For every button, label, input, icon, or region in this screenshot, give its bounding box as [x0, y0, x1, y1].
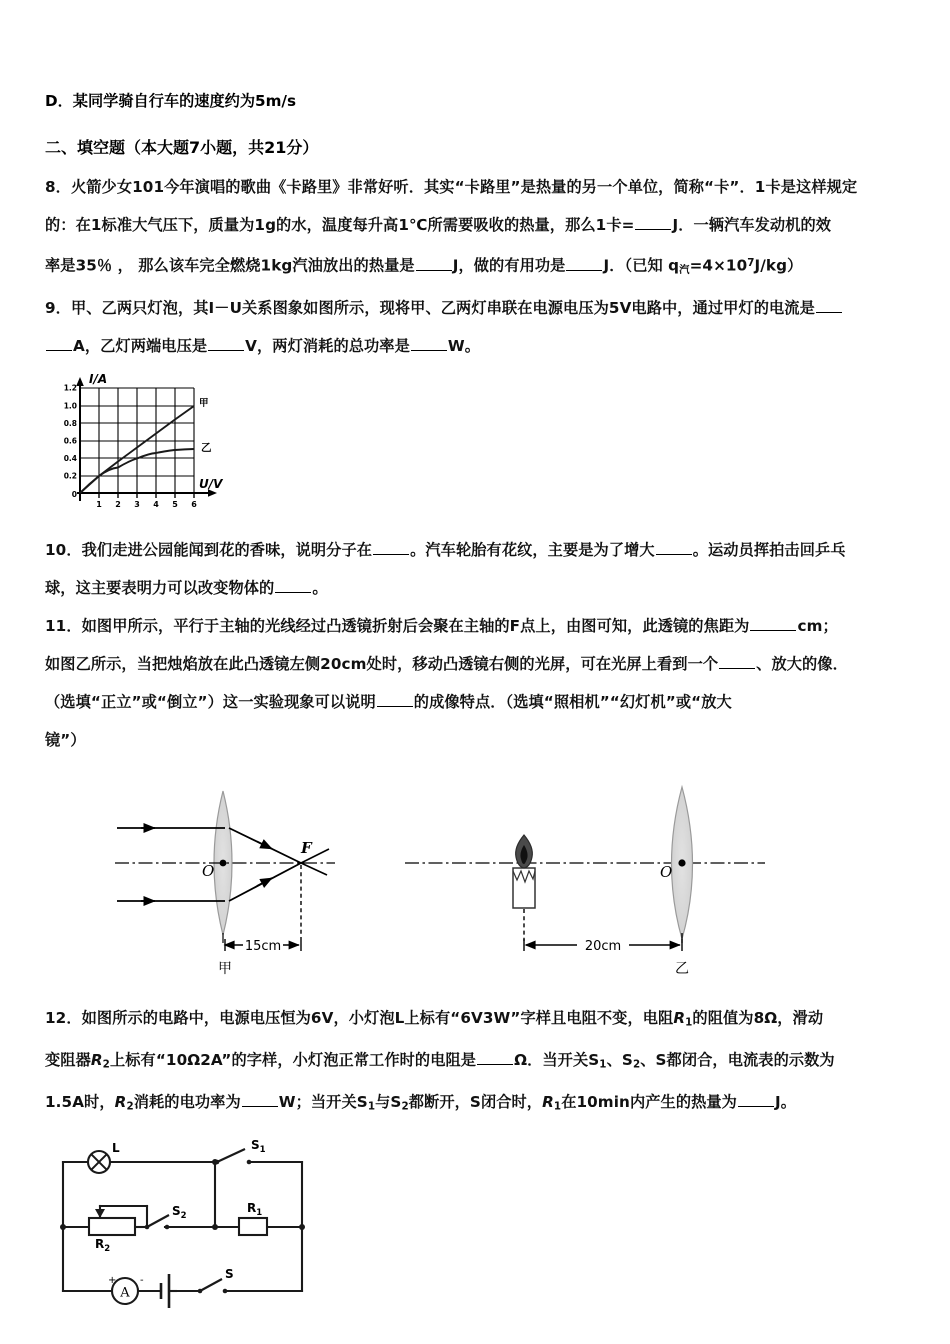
switch-s1-symbol [215, 1149, 252, 1164]
q12-l1-text-b: 的阻值为8Ω，滑动 [692, 1008, 824, 1027]
q8-l2-text-a: 的：在1标准大气压下，质量为1g的水，温度每升高1℃所需要吸收的热量，那么1卡= [45, 216, 635, 234]
circuit-diagram-svg [55, 1136, 345, 1311]
q12-l3-s1-symbol: S [356, 1093, 368, 1112]
q12-l3-text-c: W；当开关 [278, 1093, 357, 1112]
q12-l2-text-c: Ω．当开关 [514, 1051, 589, 1070]
q11-l1-text-a: 11．如图甲所示，平行于主轴的光线经过凸透镜折射后会聚在主轴的F点上，由图可知，此透镜的焦距为 [45, 616, 750, 635]
q9-l2-text-b: V，两灯消耗的总功率是 [245, 336, 410, 355]
q11-l2-text-a: 如图乙所示，当把烛焰放在此凸透镜左侧20cm处时，移动凸透镜右侧的光屏，可在光屏上看到一个 [45, 654, 719, 673]
question-8 [45, 168, 920, 289]
option-d-text: D．某同学骑自行车的速度约为5m/s [45, 92, 297, 110]
q9-blank-2[interactable] [208, 335, 244, 351]
focal-point-label: F [301, 838, 312, 857]
rheostat-r2-symbol [89, 1218, 135, 1235]
circuit-diagram [55, 1136, 345, 1311]
q12-l1-text-a: 12．如图所示的电路中，电源电压恒为6V，小灯泡L上标有“6V3W”字样且电阻不变，电阻 [45, 1008, 674, 1027]
q12-l2-text-e: 、S都闭合，电流表的示数为 [640, 1051, 835, 1070]
q12-r2-symbol: R [90, 1051, 103, 1070]
q12-s2-subscript: 2 [632, 1058, 641, 1071]
q8-blank-1[interactable] [635, 214, 671, 230]
q8-l3-text-b: J，做的有用功是 [452, 256, 566, 275]
q10-l1-text-c: 。运动员挥拍击回乒乓 [692, 540, 846, 559]
question-8-line-1 [45, 168, 920, 206]
x-axis-label: U/V [199, 476, 223, 491]
q8-l3-text-d: =4×10 [689, 256, 748, 275]
q9-l2-text-a: A，乙灯两端电压是 [73, 336, 208, 355]
q12-l2-text-b: 上标有“10Ω2A”的字样，小灯泡正常工作时的电阻是 [109, 1051, 477, 1070]
q8-l3-text-c: J．（已知 q [603, 256, 680, 275]
q9-blank-1a[interactable] [816, 297, 842, 313]
question-11-line-2 [45, 645, 920, 683]
x-tick-1: 1 [96, 499, 102, 509]
question-10-line-1 [45, 531, 920, 569]
y-tick-labels [64, 383, 77, 499]
page-content [45, 86, 920, 1311]
q8-l3-text-e: J/kg） [754, 256, 803, 275]
iu-characteristic-graph [59, 371, 274, 521]
series-yi-label: 乙 [201, 441, 212, 454]
q12-l2-text-d: 、 [606, 1051, 622, 1070]
q12-s1-symbol: S [588, 1051, 600, 1070]
q12-r2-subscript: 2 [102, 1058, 110, 1071]
optics-figure-jia [115, 791, 335, 977]
q8-l2-text-b: J．一辆汽车发动机的效 [672, 216, 832, 234]
q12-l3-r1-symbol: R [542, 1093, 554, 1112]
q10-l2-text-b: 。 [312, 578, 328, 597]
q10-blank-2[interactable] [656, 539, 692, 555]
x-tick-labels [96, 500, 197, 509]
q11-l1-text-b: cm； [797, 616, 838, 635]
lamp-symbol [88, 1151, 110, 1173]
optical-center-dot-yi [678, 859, 685, 866]
question-11-line-3 [45, 683, 920, 721]
y-tick-0.6: 0.6 [63, 436, 77, 446]
q9-l2-text-c: W。 [447, 336, 481, 355]
question-10-line-2 [45, 569, 920, 607]
option-d [45, 86, 920, 116]
q11-l4-text: 镜”） [45, 730, 86, 749]
question-11-line-1 [45, 607, 920, 645]
x-tick-3: 3 [134, 499, 140, 509]
q8-l1-text: 8．火箭少女101今年演唱的歌曲《卡路里》非常好听．其实“卡路里”是热量的另一个单位，简称“卡”．1卡是这样规定 [45, 178, 858, 196]
q12-l3-r2-symbol: R [114, 1093, 127, 1112]
y-tick-0.2: 0.2 [63, 471, 77, 481]
x-tick-6: 6 [191, 499, 197, 509]
switch-s1-label: $S_1$ [251, 1137, 266, 1155]
section-two-heading [45, 128, 920, 168]
optical-center-label-yi: O [660, 862, 673, 881]
q12-l3-text-e: 都断开，S闭合时， [408, 1093, 543, 1112]
y-tick-1.2: 1.2 [63, 383, 77, 393]
question-12-line-2 [45, 1041, 920, 1083]
q8-q-subscript: 汽 [679, 263, 690, 276]
q12-s1-subscript: 1 [599, 1058, 607, 1071]
rheostat-r2-label: $R_2$ [95, 1236, 111, 1254]
q9-l1-text: 9．甲、乙两只灯泡，其I－U关系图象如图所示，现将甲、乙两灯串联在电源电压为5V电路中，通过甲灯的电流是 [45, 298, 815, 317]
ammeter-plus-terminal: + [108, 1274, 117, 1286]
q10-l1-text-b: 。汽车轮胎有花纹，主要是为了增大 [410, 540, 655, 559]
q12-blank-2[interactable] [242, 1091, 278, 1107]
q12-blank-3[interactable] [738, 1091, 774, 1107]
y-axis-label: I/A [89, 371, 108, 386]
question-11-line-4 [45, 721, 920, 759]
lamp-label: L [112, 1140, 120, 1155]
figure-caption-jia: 甲 [218, 960, 232, 977]
q11-l3-text-a: （选填“正立”或“倒立”）这一实验现象可以说明 [45, 692, 376, 711]
q12-l3-s2-subscript: 2 [401, 1100, 409, 1113]
question-12-line-1 [45, 999, 920, 1041]
x-tick-4: 4 [153, 499, 159, 509]
ammeter-label: A [120, 1285, 130, 1301]
question-9-line-1 [45, 289, 920, 327]
x-tick-5: 5 [172, 499, 178, 509]
question-8-line-2 [45, 206, 920, 244]
q12-l3-text-g: J。 [774, 1093, 797, 1112]
q11-blank-3[interactable] [377, 691, 413, 707]
resistor-r1-label: $R_1$ [247, 1200, 263, 1218]
q12-l3-r2-subscript: 2 [126, 1100, 134, 1113]
y-tick-1.0: 1.0 [63, 401, 77, 411]
q10-l1-text-a: 10．我们走进公园能闻到花的香味，说明分子在 [45, 540, 373, 559]
q12-l3-s2-symbol: S [390, 1093, 402, 1112]
optical-center-dot-jia [220, 860, 227, 867]
switch-s2-label: $S_2$ [172, 1203, 187, 1221]
q11-l2-text-b: 、放大的像． [756, 654, 848, 673]
question-8-line-3 [45, 244, 920, 289]
figure-caption-yi: 乙 [675, 960, 689, 977]
q8-exponent: 7 [747, 257, 755, 269]
y-tick-0.4: 0.4 [63, 453, 77, 463]
y-axis-arrow [76, 377, 84, 386]
q10-blank-3[interactable] [275, 577, 311, 593]
y-tick-0: 0 [71, 489, 77, 499]
ammeter-minus-terminal: - [140, 1274, 144, 1286]
distance-label-yi: 20cm [584, 938, 622, 954]
question-10 [45, 531, 920, 607]
q12-r1-subscript: 1 [685, 1016, 693, 1029]
refracted-ray-upper-arrow [257, 841, 272, 848]
q12-l3-text-a: 1.5A时， [45, 1093, 115, 1112]
q9-blank-3[interactable] [411, 335, 447, 351]
q8-l3-text-a: 率是35％ ， 那么该车完全燃烧1kg汽油放出的热量是 [45, 256, 415, 275]
resistor-r1-symbol [239, 1218, 267, 1235]
q9-blank-1b[interactable] [46, 335, 72, 351]
q8-blank-2[interactable] [416, 255, 452, 271]
candle-body [513, 868, 535, 908]
optics-figures-svg [105, 773, 765, 983]
q11-l3-text-b: 的成像特点．（选填“照相机”“幻灯机”或“放大 [413, 692, 732, 711]
q12-l3-text-f: 在10min内产生的热量为 [561, 1093, 737, 1112]
switch-s-label: S [225, 1266, 234, 1281]
q12-l3-text-d: 与 [375, 1093, 391, 1112]
optical-center-label-jia: O [202, 861, 215, 880]
iu-graph-svg [59, 371, 274, 521]
rheostat-slider-arrow [95, 1209, 105, 1218]
q10-l2-text-a: 球，这主要表明力可以改变物体的 [45, 578, 275, 597]
q10-blank-1[interactable] [373, 539, 409, 555]
distance-label-jia: 15cm [244, 938, 282, 954]
question-12 [45, 999, 920, 1311]
optics-figures [105, 773, 765, 983]
q11-blank-1[interactable] [750, 615, 796, 631]
q12-l2-text-a: 变阻器 [45, 1051, 91, 1070]
section-two-heading-text: 二、填空题（本大题7小题，共21分） [45, 138, 319, 157]
optics-figure-yi [405, 787, 765, 977]
question-11 [45, 607, 920, 983]
q8-blank-3[interactable] [566, 255, 602, 271]
q12-s2-symbol: S [621, 1051, 633, 1070]
switch-s2-symbol [145, 1215, 170, 1229]
battery-symbol [161, 1274, 177, 1308]
q12-l3-text-b: 消耗的电功率为 [133, 1093, 241, 1112]
q12-l3-s1-subscript: 1 [367, 1100, 376, 1113]
x-tick-2: 2 [115, 499, 121, 509]
switch-s-symbol [198, 1279, 228, 1293]
question-9-line-2 [45, 327, 920, 365]
diverging-ray-lower [301, 863, 327, 875]
q12-blank-1[interactable] [477, 1049, 513, 1065]
q12-l3-r1-subscript: 1 [553, 1100, 562, 1113]
q11-blank-2[interactable] [719, 653, 755, 669]
q12-r1-symbol: R [673, 1008, 686, 1027]
series-jia-label: 甲 [199, 397, 209, 409]
refracted-ray-lower-arrow [257, 878, 272, 886]
y-tick-0.8: 0.8 [63, 418, 77, 428]
question-12-line-3 [45, 1083, 920, 1125]
question-9 [45, 289, 920, 521]
